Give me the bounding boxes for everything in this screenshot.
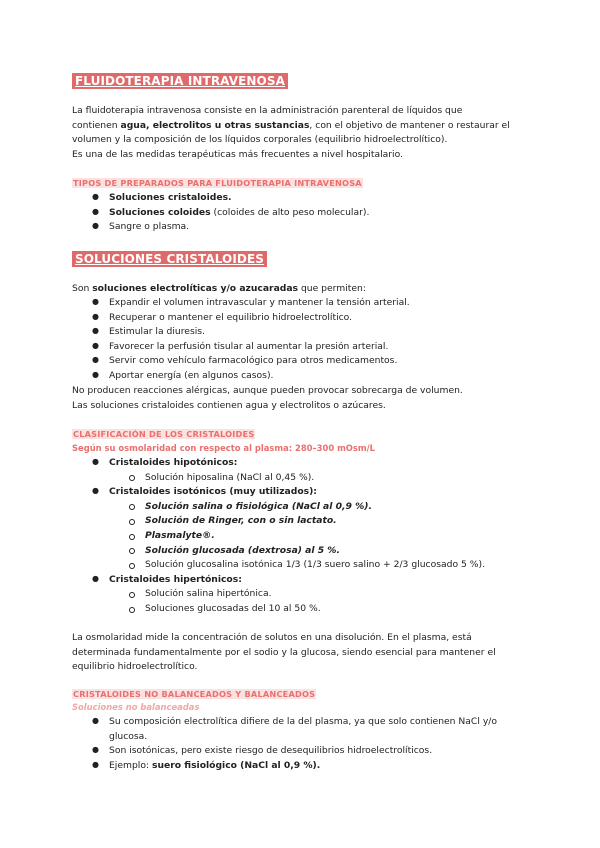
heading-tipos: TIPOS DE PREPARADOS PARA FLUIDOTERAPIA INTRAVENOSA	[73, 178, 362, 188]
bullet-icon: ●	[92, 311, 99, 321]
bullet-icon: ●	[92, 221, 99, 231]
list-item: Ejemplo: suero fisiológico (NaCl al 0,9 %).	[109, 759, 321, 771]
bullet-icon: ●	[92, 716, 99, 725]
list-item: Cristaloides hipertónicos:	[109, 573, 242, 585]
heading-fluidoterapia: FLUIDOTERAPIA INTRAVENOSA	[72, 73, 288, 89]
bullet-icon: ●	[92, 759, 99, 769]
sub-list-item: Solución glucosalina isotónica 1/3 (1/3 suero salino + 2/3 glucosado 5 %).	[145, 559, 485, 571]
circle-bullet-icon	[129, 475, 135, 481]
cristaloides-note-1: No producen reacciones alérgicas, aunque pueden provocar sobrecarga de volumen.	[72, 385, 463, 396]
sub-list-item: Soluciones glucosadas del 10 al 50 %.	[145, 603, 321, 614]
sub-list-item: Solución salina o fisiológica (NaCl al 0,9 %).	[145, 500, 372, 512]
sub-list-item: Solución glucosada (dextrosa) al 5 %.	[145, 544, 341, 556]
list-item: Favorecer la perfusión tisular al aumentar la presión arterial.	[109, 340, 389, 352]
osmolaridad-line-2: determinada fundamentalmente por el sodio y la glucosa, siendo esencial para mantener el	[72, 646, 496, 658]
bullet-icon: ●	[92, 297, 99, 306]
bullet-icon: ●	[92, 355, 99, 365]
intro-line-2: contienen agua, electrolitos u otras sustancias, con el objetivo de mantener o restaurar el	[72, 119, 510, 131]
bullet-icon: ●	[92, 192, 99, 201]
circle-bullet-icon	[129, 519, 135, 525]
list-item: Cristaloides isotónicos (muy utilizados):	[109, 486, 317, 498]
sub-list-item: Plasmalyte®.	[145, 530, 215, 541]
cristaloides-note-2: Las soluciones cristaloides contienen agua y electrolitos o azúcares.	[72, 399, 386, 411]
list-item: Expandir el volumen intravascular y mantener la tensión arterial.	[109, 297, 410, 308]
sub-list-item: Solución hiposalina (NaCl al 0,45 %).	[145, 471, 315, 483]
intro-line-4: Es una de las medidas terapéuticas más frecuentes a nivel hospitalario.	[72, 148, 403, 160]
circle-bullet-icon	[129, 504, 135, 510]
bullet-icon: ●	[92, 340, 99, 350]
heading-clasificacion: CLASIFICACIÓN DE LOS CRISTALOIDES	[73, 429, 255, 439]
list-item: Su composición electrolítica difiere de la del plasma, ya que solo contienen NaCl y/o	[109, 716, 497, 727]
sub-list-item: Solución salina hipertónica.	[145, 588, 272, 600]
list-item-continuation: glucosa.	[109, 730, 148, 742]
heading-cristaloides: SOLUCIONES CRISTALOIDES	[72, 251, 267, 267]
list-item: Soluciones cristaloides.	[109, 192, 232, 203]
sub-list-item: Solución de Ringer, con o sin lactato.	[145, 515, 337, 527]
subheading-osmolaridad: Según su osmolaridad con respecto al plasma: 280–300 mOsm/L	[72, 443, 376, 453]
list-item: Sangre o plasma.	[109, 221, 190, 233]
subheading-no-balanceadas: Soluciones no balanceadas	[72, 702, 200, 712]
bullet-icon: ●	[92, 486, 99, 496]
bullet-icon: ●	[92, 370, 99, 379]
intro-line-1: La fluidoterapia intravenosa consiste en la administración parenteral de líquidos que	[72, 105, 463, 116]
bullet-icon: ●	[92, 573, 99, 583]
list-item: Soluciones coloides (coloides de alto peso molecular).	[109, 206, 370, 218]
circle-bullet-icon	[129, 607, 135, 613]
list-item: Son isotónicas, pero existe riesgo de desequilibrios hidroelectrolíticos.	[109, 745, 433, 757]
list-item: Cristaloides hipotónicos:	[109, 457, 238, 468]
circle-bullet-icon	[129, 534, 135, 540]
cristaloides-intro: Son soluciones electrolíticas y/o azucaradas que permiten:	[72, 283, 366, 294]
list-item: Recuperar o mantener el equilibrio hidroelectrolítico.	[109, 311, 353, 323]
circle-bullet-icon	[129, 592, 135, 598]
bullet-icon: ●	[92, 745, 99, 755]
circle-bullet-icon	[129, 548, 135, 554]
bullet-icon: ●	[92, 326, 99, 336]
osmolaridad-line-3: equilibrio hidroelectrolítico.	[72, 661, 198, 673]
bullet-icon: ●	[92, 206, 99, 216]
list-item: Servir como vehículo farmacológico para otros medicamentos.	[109, 355, 398, 367]
bullet-icon: ●	[92, 457, 99, 466]
list-item: Estimular la diuresis.	[109, 326, 205, 338]
heading-balanceados: CRISTALOIDES NO BALANCEADOS Y BALANCEADOS	[73, 689, 316, 699]
osmolaridad-line-1: La osmolaridad mide la concentración de solutos en una disolución. En el plasma, está	[72, 632, 472, 643]
list-item: Aportar energía (en algunos casos).	[109, 370, 274, 381]
intro-line-3: volumen y la composición de los líquidos corporales (equilibrio hidroelectrolítico).	[72, 134, 448, 146]
circle-bullet-icon	[129, 563, 135, 569]
